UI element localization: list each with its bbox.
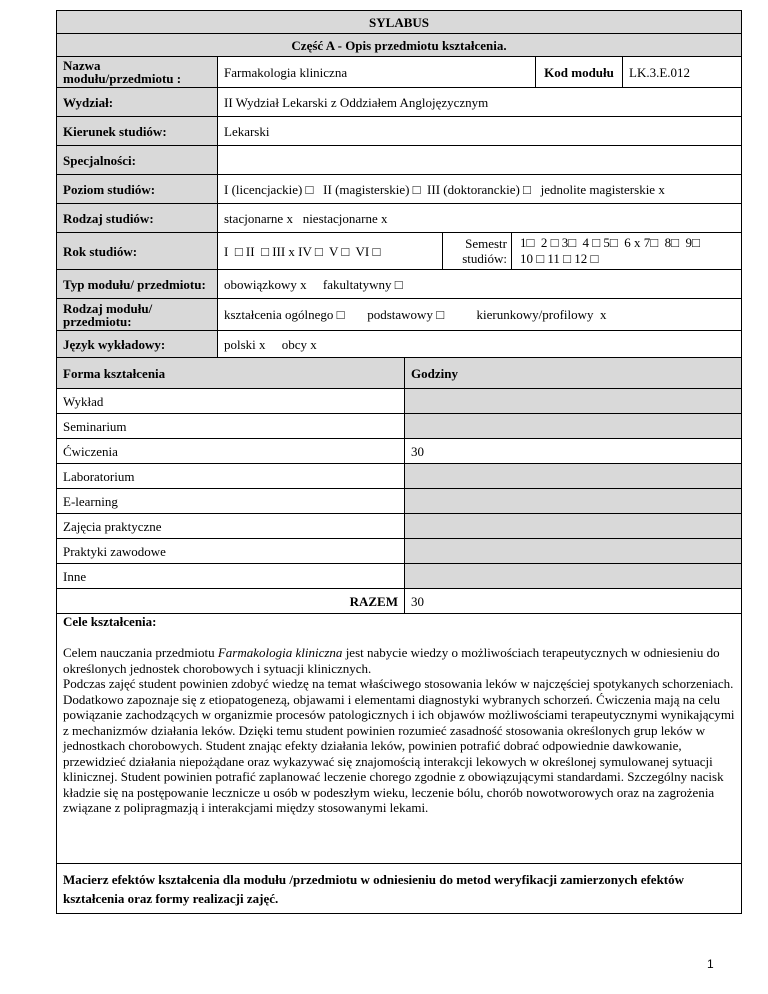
- syllabus-table: [56, 10, 742, 914]
- goals-paragraph-2: Podczas zajęć student powinien zdobyć wiedzę na temat właściwego stosowania leków w najczęściej spotykanych schorzeniach. Dodatkowo zapoznaje się z etiopatogenezą, objawami i elementami diagnostyki wybranych schorzeń. Ćwiczenia mają na celu powiązanie zachodzących w organizmie procesów patologicznych i ich objawów możliwościami terapeutycznymi wynikającymi z mechanizmów działania leków. Dzięki temu student powinien rozumieć zasadność stosowania określonych grup leków w jednostkach chorobowych. Student znając efekty działania leków, powinien potrafić dobrać odpowiednie dawkowanie, przewidzieć działania niepożądane oraz wykazywać się znajomością interakcji lekowych w określonej symulowanej sytuacji klinicznej. Student powinien potrafić zaplanować leczenie chorego zgodnie z obowiązującymi standardami. Szczególny nacisk kładzie się na postępowanie lecznicze u osób w podeszłym wieku, leczenie bólu, chorób nowotworowych oraz na zagrożenia związane z polipragmazją i interakcjami między stosowanymi lekami.: [63, 676, 735, 815]
- hours-row: [57, 464, 742, 489]
- hours-row: [57, 439, 742, 464]
- goals-paragraph-1: Celem nauczania przedmiotu Farmakologia kliniczna jest nabycie wiedzy o możliwościach terapeutycznych w odniesieniu do określonych jednostek chorobowych i sytuacji klinicznych.: [63, 645, 720, 676]
- semester-line-1: 1□ 2 □ 3□ 4 □ 5□ 6 x 7□ 8□ 9□: [520, 235, 700, 250]
- module-code-label: Kod modułu: [536, 57, 623, 87]
- semester-label: Semestr studiów:: [443, 233, 512, 269]
- hours-total-row: [57, 589, 742, 614]
- section-a-title: Część A - Opis przedmiotu kształcenia.: [57, 34, 742, 57]
- syllabus-title: SYLABUS: [57, 11, 742, 34]
- hours-row-name: Inne: [57, 564, 405, 589]
- hours-row-name: Wykład: [57, 389, 405, 414]
- goals-section: [57, 614, 742, 864]
- module-kind-label: Rodzaj modułu/ przedmiotu:: [57, 299, 218, 331]
- goals-label: Cele kształcenia:: [63, 614, 157, 629]
- module-type-label: Typ modułu/ przedmiotu:: [57, 270, 218, 299]
- semester-line-2: 10 □ 11 □ 12 □: [520, 251, 599, 266]
- hours-row: [57, 489, 742, 514]
- hours-row: [57, 389, 742, 414]
- module-name-value: Farmakologia kliniczna: [224, 64, 348, 80]
- syllabus-form: [56, 10, 741, 914]
- hours-row-name: E-learning: [57, 489, 405, 514]
- faculty-label: Wydział:: [57, 88, 218, 117]
- hours-row-value: [405, 389, 742, 414]
- hours-row-value: [405, 489, 742, 514]
- hours-row-value: [405, 564, 742, 589]
- hours-row: [57, 539, 742, 564]
- specialties-value: [218, 146, 742, 175]
- hours-row: [57, 564, 742, 589]
- study-year-cell: [218, 233, 742, 270]
- hours-total-label: RAZEM: [57, 589, 405, 614]
- hours-total-value: 30: [405, 589, 742, 614]
- hours-row-value: [405, 539, 742, 564]
- field-of-study-value: Lekarski: [218, 117, 742, 146]
- study-mode-value: stacjonarne x niestacjonarne x: [218, 204, 742, 233]
- module-kind-value: kształcenia ogólnego □ podstawowy □ kierunkowy/profilowy x: [218, 299, 742, 331]
- hours-row-value: [405, 414, 742, 439]
- hours-row-value: 30: [405, 439, 742, 464]
- hours-row: [57, 514, 742, 539]
- study-year-label: Rok studiów:: [57, 233, 218, 270]
- hours-row-value: [405, 514, 742, 539]
- specialties-label: Specjalności:: [57, 146, 218, 175]
- study-mode-label: Rodzaj studiów:: [57, 204, 218, 233]
- hours-column-header: Godziny: [405, 358, 742, 389]
- language-value: polski x obcy x: [218, 331, 742, 358]
- form-column-header: Forma kształcenia: [57, 358, 405, 389]
- hours-row: [57, 414, 742, 439]
- course-name-emphasis: Farmakologia kliniczna: [217, 645, 343, 660]
- module-name-label: Nazwa modułu/przedmiotu :: [57, 57, 218, 88]
- module-code-value: LK.3.E.012: [623, 57, 742, 87]
- module-type-value: obowiązkowy x fakultatywny □: [218, 270, 742, 299]
- matrix-heading: Macierz efektów kształcenia dla modułu /przedmiotu w odniesieniu do metod weryfikacji zamierzonych efektów kształcenia oraz formy realizacji zajęć.: [57, 864, 742, 914]
- page-number: 1: [707, 957, 714, 971]
- goals-text: [57, 629, 741, 816]
- faculty-value: II Wydział Lekarski z Oddziałem Anglojęzycznym: [218, 88, 742, 117]
- hours-row-name: Zajęcia praktyczne: [57, 514, 405, 539]
- field-of-study-label: Kierunek studiów:: [57, 117, 218, 146]
- semester-value: [512, 233, 742, 269]
- hours-row-name: Laboratorium: [57, 464, 405, 489]
- study-level-label: Poziom studiów:: [57, 175, 218, 204]
- study-level-value: I (licencjackie) □ II (magisterskie) □ III (doktoranckie) □ jednolite magisterskie x: [218, 175, 742, 204]
- hours-row-value: [405, 464, 742, 489]
- hours-row-name: Seminarium: [57, 414, 405, 439]
- hours-row-name: Praktyki zawodowe: [57, 539, 405, 564]
- module-name-cell: [218, 57, 742, 88]
- study-year-value: I □ II □ III x IV □ V □ VI □: [224, 243, 381, 259]
- hours-row-name: Ćwiczenia: [57, 439, 405, 464]
- language-label: Język wykładowy:: [57, 331, 218, 358]
